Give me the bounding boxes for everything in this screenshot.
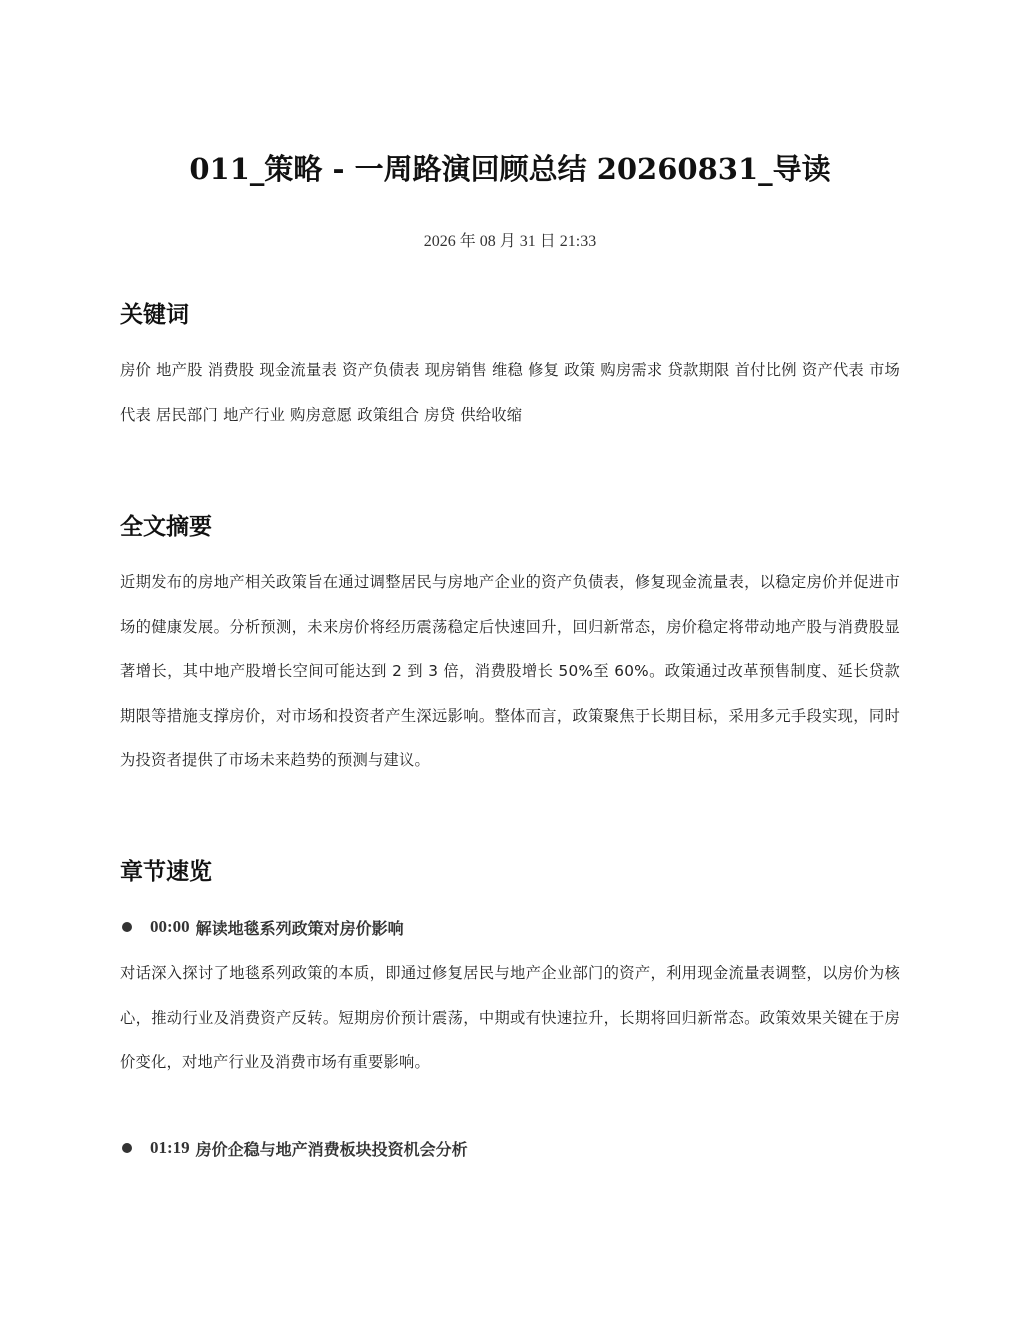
summary-text: 近期发布的房地产相关政策旨在通过调整居民与房地产企业的资产负债表，修复现金流量表，以稳定房价并促进市场的健康发展。分析预测，未来房价将经历震荡稳定后快速回升，回归新常态，房价稳定将带动地产股与消费股显著增长，其中地产股增长空间可能达到 2 到 3 倍，消费股增长 50%至 60%。政策通过改革预售制度、延长贷款期限等措施支撑房价，对市场和投资者产生深远影响。整体而言，政策聚焦于长期目标，采用多元手段实现，同时为投资者提供了市场未来趋势的预测与建议。	[120, 573, 900, 769]
chapter-item	[120, 1133, 900, 1163]
document-title: 011_策略 - 一周路演回顾总结 20260831_导读	[189, 152, 831, 186]
keywords-heading: 关键词	[120, 302, 189, 328]
summary-heading: 全文摘要	[120, 514, 212, 540]
document-datetime: 2026 年 08 月 31 日 21:33	[423, 233, 597, 250]
bullet-icon	[122, 1143, 132, 1153]
keywords-text: 房价 地产股 消费股 现金流量表 资产负债表 现房销售 维稳 修复 政策 购房需求 贷款期限 首付比例 资产代表 市场代表 居民部门 地产行业 购房意愿 政策组合 房贷 供给收缩	[120, 361, 900, 424]
chapter-title: 房价企稳与地产消费板块投资机会分析	[195, 1139, 468, 1159]
chapters-heading: 章节速览	[120, 859, 212, 885]
chapter-text: 对话深入探讨了地毯系列政策的本质，即通过修复居民与地产企业部门的资产，利用现金流量表调整，以房价为核心，推动行业及消费资产反转。短期房价预计震荡，中期或有快速拉升，长期将回归新常态。政策效果关键在于房价变化，对地产行业及消费市场有重要影响。	[120, 964, 900, 1071]
chapter-item	[120, 912, 900, 942]
chapter-title: 解读地毯系列政策对房价影响	[195, 918, 404, 938]
chapter-timestamp: 01:19	[150, 1138, 190, 1157]
chapter-timestamp: 00:00	[150, 917, 190, 936]
bullet-icon	[122, 922, 132, 932]
